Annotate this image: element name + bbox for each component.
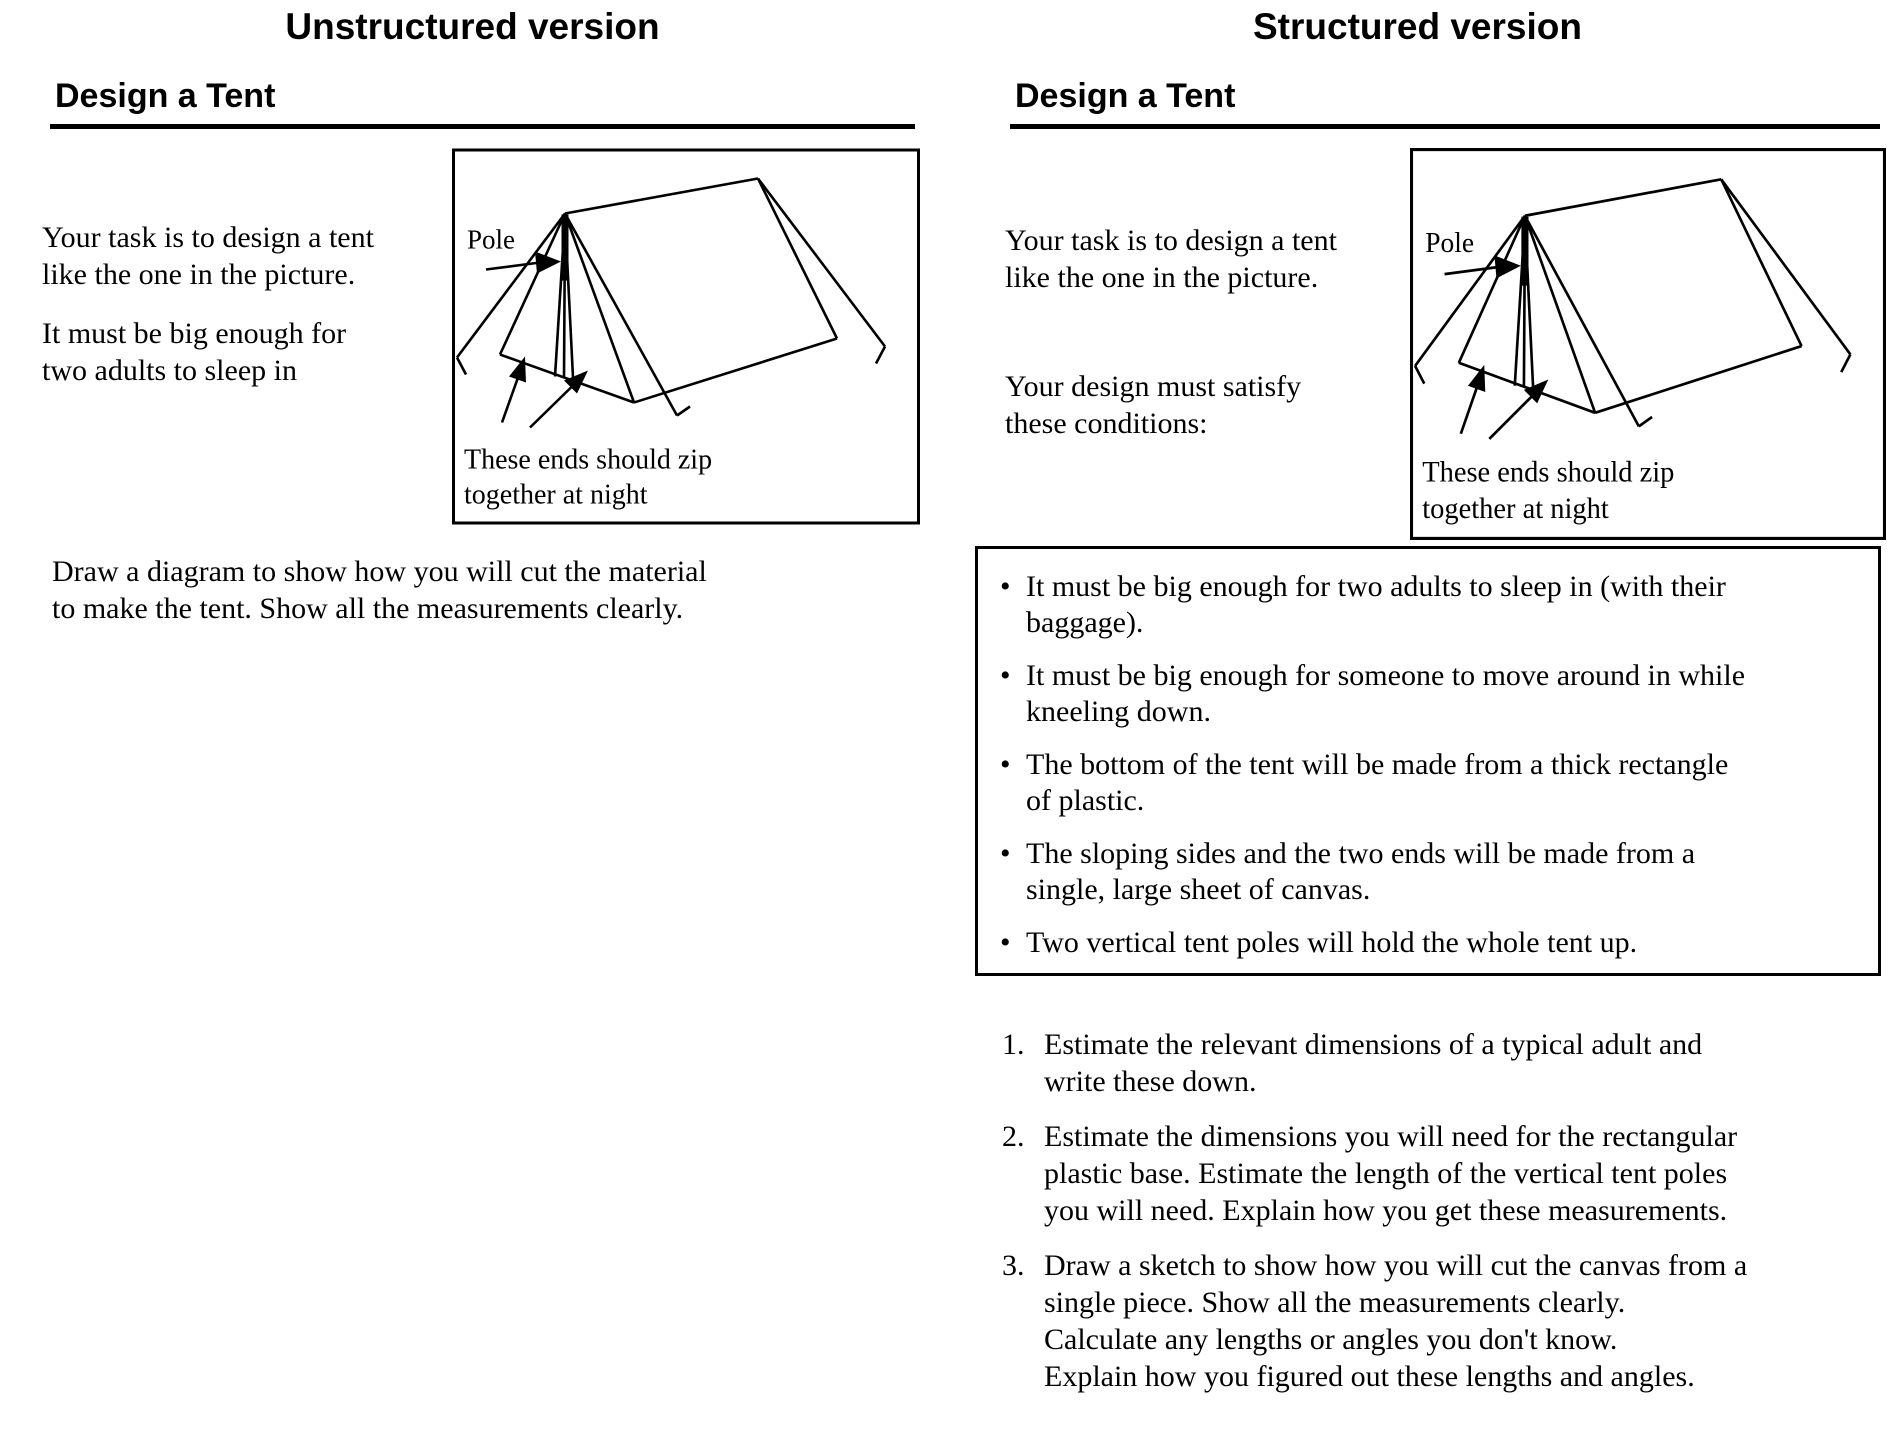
right-conditions-intro-line2: these conditions:: [1005, 407, 1208, 440]
step-3-line1: Draw a sketch to show how you will cut the canvas from a: [1044, 1249, 1748, 1282]
step-3-line4: Explain how you figured out these lengths and angles.: [1044, 1360, 1695, 1393]
condition-item: [1000, 747, 1860, 819]
condition-item: [1000, 836, 1860, 908]
step-item: [1002, 1026, 1882, 1100]
condition-4-line2: single, large sheet of canvas.: [1026, 873, 1371, 906]
condition-3-line1: The bottom of the tent will be made from a thick rectangle: [1026, 748, 1729, 781]
left-intro-line2: like the one in the picture.: [42, 258, 356, 291]
steps-list: [1002, 1026, 1882, 1413]
bullet-marker: •: [1000, 837, 1011, 870]
left-task-line2: to make the tent. Show all the measurements clearly.: [52, 592, 684, 625]
condition-item: [1000, 658, 1860, 730]
step-2-line1: Estimate the dimensions you will need for the rectangular: [1044, 1120, 1738, 1153]
step-2-line2: plastic base. Estimate the length of the vertical tent poles: [1044, 1157, 1728, 1190]
bullet-marker: •: [1000, 926, 1011, 959]
condition-item: [1000, 569, 1860, 641]
right-conditions-intro-line1: Your design must satisfy: [1005, 370, 1302, 403]
step-2-line3: you will need. Explain how you get these measurements.: [1044, 1194, 1728, 1227]
step-3-marker: 3.: [1002, 1249, 1025, 1282]
right-intro-line2: like the one in the picture.: [1005, 261, 1319, 294]
left-heading-rule: [50, 124, 915, 129]
left-task-paragraph: [52, 553, 707, 627]
step-3-line2: single piece. Show all the measurements clearly.: [1044, 1286, 1626, 1319]
condition-3-line2: of plastic.: [1026, 784, 1145, 817]
bullet-marker: •: [1000, 570, 1011, 603]
condition-5-line1: Two vertical tent poles will hold the whole tent up.: [1026, 926, 1638, 959]
condition-item: [1000, 925, 1860, 961]
step-2-marker: 2.: [1002, 1120, 1025, 1153]
condition-2-line2: kneeling down.: [1026, 695, 1211, 728]
step-1-line1: Estimate the relevant dimensions of a typical adult and: [1044, 1028, 1703, 1061]
right-section-heading: Design a Tent: [1015, 77, 1236, 115]
left-requirement-line2: two adults to sleep in: [42, 354, 297, 387]
right-tent-picture: [1410, 148, 1886, 540]
step-item: [1002, 1118, 1882, 1229]
left-requirement-paragraph: [42, 315, 346, 389]
condition-2-line1: It must be big enough for someone to move around in while: [1026, 659, 1746, 692]
right-intro-line1: Your task is to design a tent: [1005, 224, 1337, 257]
left-section-heading: Design a Tent: [55, 77, 276, 115]
condition-1-line2: baggage).: [1026, 606, 1144, 639]
left-task-line1: Draw a diagram to show how you will cut the material: [52, 555, 707, 588]
step-1-line2: write these down.: [1044, 1065, 1257, 1098]
right-heading-rule: [1010, 124, 1880, 129]
right-version-title: Structured version: [1253, 6, 1582, 47]
left-requirement-line1: It must be big enough for: [42, 317, 347, 350]
left-intro-line1: Your task is to design a tent: [42, 221, 374, 254]
left-version-title: Unstructured version: [285, 6, 660, 47]
left-tent-picture: [452, 148, 920, 525]
right-conditions-intro: [1005, 368, 1301, 442]
step-3-line3: Calculate any lengths or angles you don't know.: [1044, 1323, 1618, 1356]
conditions-box: [975, 546, 1881, 976]
bullet-marker: •: [1000, 659, 1011, 692]
step-1-marker: 1.: [1002, 1028, 1025, 1061]
left-intro-paragraph: [42, 219, 374, 293]
condition-4-line1: The sloping sides and the two ends will be made from a: [1026, 837, 1696, 870]
right-intro-paragraph: [1005, 222, 1337, 296]
condition-1-line1: It must be big enough for two adults to sleep in (with their: [1026, 570, 1726, 603]
bullet-marker: •: [1000, 748, 1011, 781]
step-item: [1002, 1247, 1882, 1395]
